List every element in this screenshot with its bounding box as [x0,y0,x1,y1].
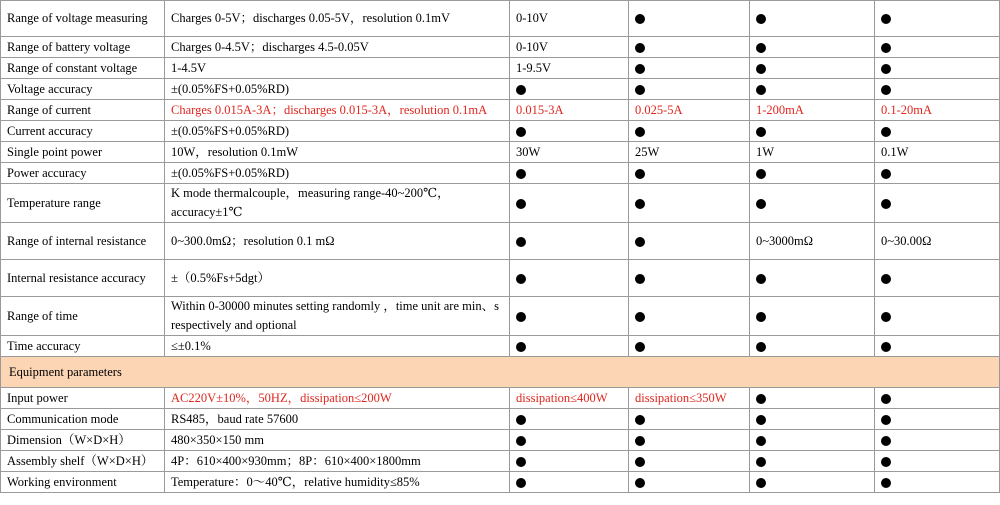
model-cell [510,223,629,260]
model-cell: 1-200mA [750,100,875,121]
filled-circle-icon [635,199,645,209]
row-label: Range of current [1,100,165,121]
model-cell [875,184,1000,223]
spec-cell: ±(0.05%FS+0.05%RD) [165,163,510,184]
model-cell [875,388,1000,409]
model-cell [875,260,1000,297]
filled-circle-icon [756,274,766,284]
spec-cell: 10W，resolution 0.1mW [165,142,510,163]
model-cell [750,409,875,430]
table-row [1,388,1000,409]
filled-circle-icon [881,415,891,425]
filled-circle-icon [881,436,891,446]
model-cell [629,336,750,357]
filled-circle-icon [635,14,645,24]
model-cell [510,451,629,472]
model-cell: 0-10V [510,1,629,37]
model-cell: 30W [510,142,629,163]
row-label: Power accuracy [1,163,165,184]
model-cell: 1-9.5V [510,58,629,79]
model-cell [629,430,750,451]
filled-circle-icon [881,199,891,209]
row-label: Voltage accuracy [1,79,165,100]
filled-circle-icon [635,436,645,446]
filled-circle-icon [516,237,526,247]
filled-circle-icon [635,478,645,488]
spec-cell: RS485，baud rate 57600 [165,409,510,430]
model-cell [629,451,750,472]
filled-circle-icon [756,436,766,446]
row-label: Assembly shelf（W×D×H） [1,451,165,472]
section-header-row [1,357,1000,388]
filled-circle-icon [756,394,766,404]
row-label: Range of constant voltage [1,58,165,79]
table-row [1,142,1000,163]
table-row [1,260,1000,297]
model-cell [510,260,629,297]
model-cell [875,79,1000,100]
model-cell [875,121,1000,142]
spec-cell: ±(0.05%FS+0.05%RD) [165,79,510,100]
spec-cell: 0~300.0mΩ；resolution 0.1 mΩ [165,223,510,260]
filled-circle-icon [756,14,766,24]
filled-circle-icon [756,43,766,53]
filled-circle-icon [881,274,891,284]
filled-circle-icon [635,274,645,284]
filled-circle-icon [516,436,526,446]
model-cell [750,184,875,223]
filled-circle-icon [635,43,645,53]
filled-circle-icon [881,457,891,467]
filled-circle-icon [635,342,645,352]
model-cell [629,37,750,58]
row-label: Internal resistance accuracy [1,260,165,297]
model-cell [875,336,1000,357]
row-label: Range of time [1,297,165,336]
model-cell: 0-10V [510,37,629,58]
model-cell [750,297,875,336]
table-row [1,472,1000,493]
model-cell [750,79,875,100]
model-cell: dissipation≤350W [629,388,750,409]
row-label: Time accuracy [1,336,165,357]
filled-circle-icon [516,85,526,95]
spec-cell: Charges 0-4.5V；discharges 4.5-0.05V [165,37,510,58]
model-cell [875,37,1000,58]
model-cell [750,163,875,184]
model-cell [629,121,750,142]
model-cell [875,297,1000,336]
row-label: Current accuracy [1,121,165,142]
model-cell [510,430,629,451]
table-row [1,451,1000,472]
filled-circle-icon [635,312,645,322]
model-cell [510,79,629,100]
table-row [1,163,1000,184]
filled-circle-icon [756,127,766,137]
model-cell [510,336,629,357]
table-row [1,409,1000,430]
model-cell [750,58,875,79]
filled-circle-icon [881,342,891,352]
table-row [1,58,1000,79]
filled-circle-icon [881,127,891,137]
model-cell [629,260,750,297]
row-label: Range of battery voltage [1,37,165,58]
model-cell: dissipation≤400W [510,388,629,409]
filled-circle-icon [756,169,766,179]
model-cell [629,163,750,184]
filled-circle-icon [881,169,891,179]
model-cell [510,184,629,223]
table-row [1,100,1000,121]
model-cell [875,163,1000,184]
filled-circle-icon [756,342,766,352]
section-title: Equipment parameters [1,357,1000,388]
model-cell [629,79,750,100]
filled-circle-icon [635,169,645,179]
row-label: Temperature range [1,184,165,223]
row-label: Range of voltage measuring [1,1,165,37]
filled-circle-icon [635,64,645,74]
filled-circle-icon [881,312,891,322]
spec-cell: Within 0-30000 minutes setting randomly ，time unit are min、s respectively and optional [165,297,510,336]
filled-circle-icon [635,415,645,425]
table-row [1,336,1000,357]
model-cell [510,163,629,184]
model-cell [629,472,750,493]
spec-cell: Charges 0-5V；discharges 0.05-5V，resolution 0.1mV [165,1,510,37]
model-cell [875,451,1000,472]
filled-circle-icon [881,64,891,74]
filled-circle-icon [516,415,526,425]
filled-circle-icon [756,415,766,425]
row-label: Working environment [1,472,165,493]
filled-circle-icon [756,199,766,209]
model-cell [750,388,875,409]
filled-circle-icon [756,312,766,322]
spec-cell: K mode thermalcouple，measuring range-40~200℃，accuracy±1℃ [165,184,510,223]
model-cell [750,336,875,357]
table-row [1,1,1000,37]
model-cell [510,297,629,336]
table-row [1,37,1000,58]
model-cell [750,451,875,472]
model-cell [750,1,875,37]
table-row [1,430,1000,451]
model-cell [875,430,1000,451]
spec-cell: ≤±0.1% [165,336,510,357]
filled-circle-icon [756,64,766,74]
table-row [1,121,1000,142]
model-cell [510,409,629,430]
model-cell [510,472,629,493]
spec-cell: 480×350×150 mm [165,430,510,451]
model-cell [629,409,750,430]
filled-circle-icon [635,127,645,137]
spec-cell: AC220V±10%，50HZ，dissipation≤200W [165,388,510,409]
model-cell [629,223,750,260]
filled-circle-icon [881,43,891,53]
model-cell [510,121,629,142]
filled-circle-icon [881,85,891,95]
model-cell: 0.1-20mA [875,100,1000,121]
filled-circle-icon [516,199,526,209]
model-cell [750,260,875,297]
model-cell: 0~30.00Ω [875,223,1000,260]
filled-circle-icon [756,478,766,488]
filled-circle-icon [756,457,766,467]
filled-circle-icon [756,85,766,95]
filled-circle-icon [516,274,526,284]
filled-circle-icon [881,478,891,488]
model-cell [875,472,1000,493]
spec-table-body [1,1,1000,493]
model-cell [750,121,875,142]
filled-circle-icon [516,342,526,352]
filled-circle-icon [516,312,526,322]
model-cell [875,409,1000,430]
filled-circle-icon [635,85,645,95]
model-cell: 25W [629,142,750,163]
spec-cell: Temperature：0～40℃，relative humidity≤85% [165,472,510,493]
table-row [1,79,1000,100]
row-label: Single point power [1,142,165,163]
model-cell: 0.025-5A [629,100,750,121]
row-label: Communication mode [1,409,165,430]
spec-cell: ±（0.5%Fs+5dgt） [165,260,510,297]
spec-cell: 4P：610×400×930mm；8P：610×400×1800mm [165,451,510,472]
model-cell: 0.015-3A [510,100,629,121]
row-label: Dimension（W×D×H） [1,430,165,451]
table-row [1,297,1000,336]
model-cell [629,184,750,223]
model-cell [750,37,875,58]
model-cell [629,1,750,37]
filled-circle-icon [516,127,526,137]
filled-circle-icon [516,169,526,179]
model-cell: 1W [750,142,875,163]
row-label: Input power [1,388,165,409]
model-cell [629,58,750,79]
table-row [1,223,1000,260]
model-cell [750,430,875,451]
filled-circle-icon [516,457,526,467]
model-cell [875,58,1000,79]
model-cell [629,297,750,336]
spec-cell: Charges 0.015A-3A；discharges 0.015-3A，resolution 0.1mA [165,100,510,121]
table-row [1,184,1000,223]
filled-circle-icon [516,478,526,488]
model-cell [875,1,1000,37]
model-cell [750,472,875,493]
filled-circle-icon [881,394,891,404]
model-cell: 0.1W [875,142,1000,163]
spec-cell: ±(0.05%FS+0.05%RD) [165,121,510,142]
model-cell: 0~3000mΩ [750,223,875,260]
row-label: Range of internal resistance [1,223,165,260]
spec-cell: 1-4.5V [165,58,510,79]
filled-circle-icon [635,457,645,467]
filled-circle-icon [635,237,645,247]
filled-circle-icon [881,14,891,24]
